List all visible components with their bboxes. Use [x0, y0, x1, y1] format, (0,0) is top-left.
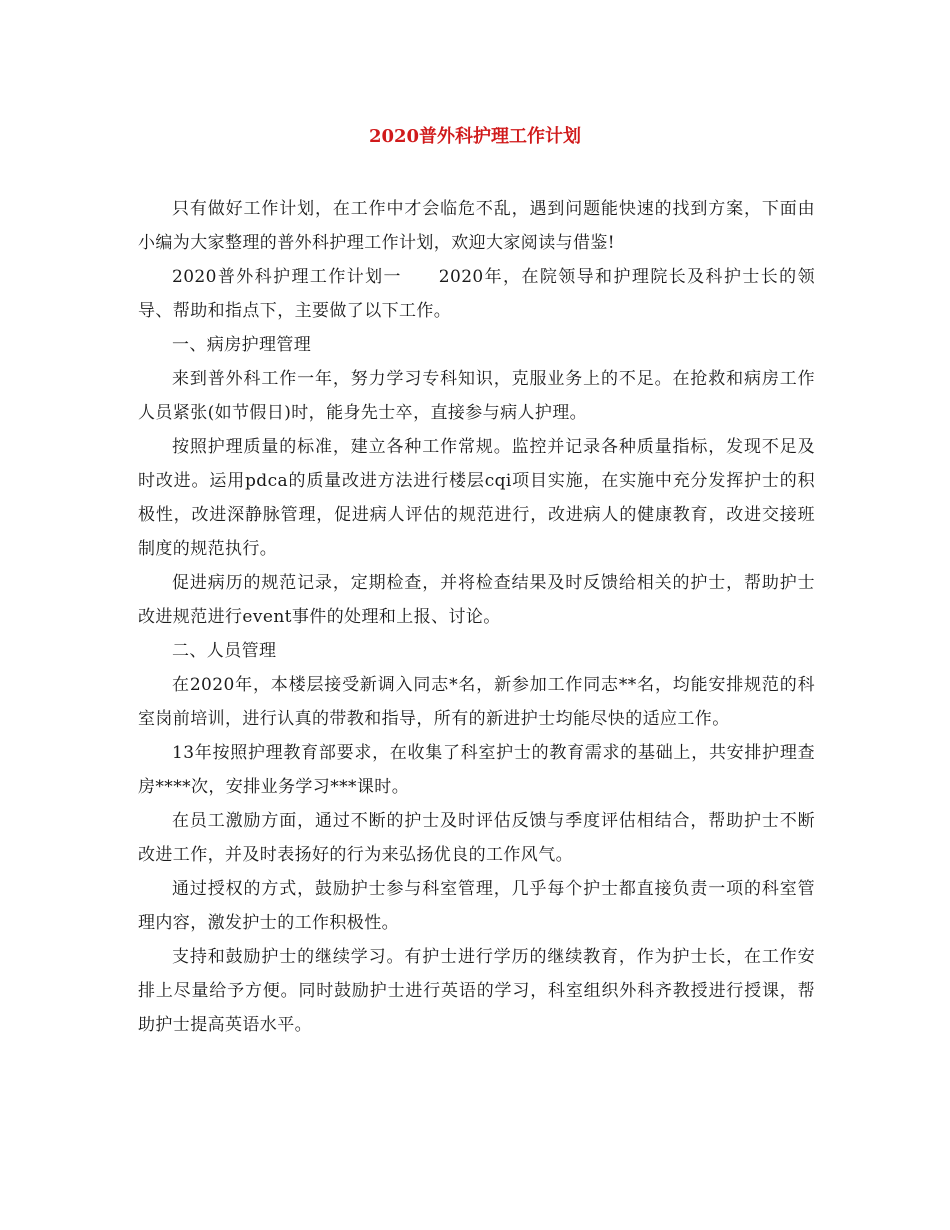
section-heading-staff-management: 二、人员管理: [172, 641, 277, 661]
paragraph: 通过授权的方式，鼓励护士参与科室管理，几乎每个护士都直接负责一项的科室管理内容，激发护士的工作积极性。: [138, 879, 815, 933]
paragraph-intro: 只有做好工作计划，在工作中才会临危不乱，遇到问题能快速的找到方案，下面由小编为大家整理的普外科护理工作计划，欢迎大家阅读与借鉴!: [138, 199, 815, 253]
paragraph: 在员工激励方面，通过不断的护士及时评估反馈与季度评估相结合，帮助护士不断改进工作，并及时表扬好的行为来弘扬优良的工作风气。: [138, 811, 815, 865]
section-heading-ward-management: 一、病房护理管理: [172, 335, 312, 355]
document-body: [138, 192, 815, 1042]
paragraph: 按照护理质量的标准，建立各种工作常规。监控并记录各种质量指标，发现不足及时改进。运用pdca的质量改进方法进行楼层cqi项目实施，在实施中充分发挥护士的积极性，改进深静脉管理，促进病人评估的规范进行，改进病人的健康教育，改进交接班制度的规范执行。: [138, 437, 815, 559]
paragraph: 在2020年，本楼层接受新调入同志*名，新参加工作同志**名，均能安排规范的科室岗前培训，进行认真的带教和指导，所有的新进护士均能尽快的适应工作。: [138, 675, 815, 729]
paragraph-plan-heading: 2020普外科护理工作计划一 2020年，在院领导和护理院长及科护士长的领导、帮助和指点下，主要做了以下工作。: [138, 267, 815, 321]
paragraph: 13年按照护理教育部要求，在收集了科室护士的教育需求的基础上，共安排护理查房****次，安排业务学习***课时。: [138, 743, 815, 797]
paragraph: 支持和鼓励护士的继续学习。有护士进行学历的继续教育，作为护士长，在工作安排上尽量给予方便。同时鼓励护士进行英语的学习，科室组织外科齐教授进行授课，帮助护士提高英语水平。: [138, 947, 815, 1035]
document-title: 2020普外科护理工作计划: [368, 126, 582, 147]
paragraph: 促进病历的规范记录，定期检查，并将检查结果及时反馈给相关的护士，帮助护士改进规范进行event事件的处理和上报、讨论。: [138, 573, 815, 627]
paragraph: 来到普外科工作一年，努力学习专科知识，克服业务上的不足。在抢救和病房工作人员紧张(如节假日)时，能身先士卒，直接参与病人护理。: [138, 369, 815, 423]
